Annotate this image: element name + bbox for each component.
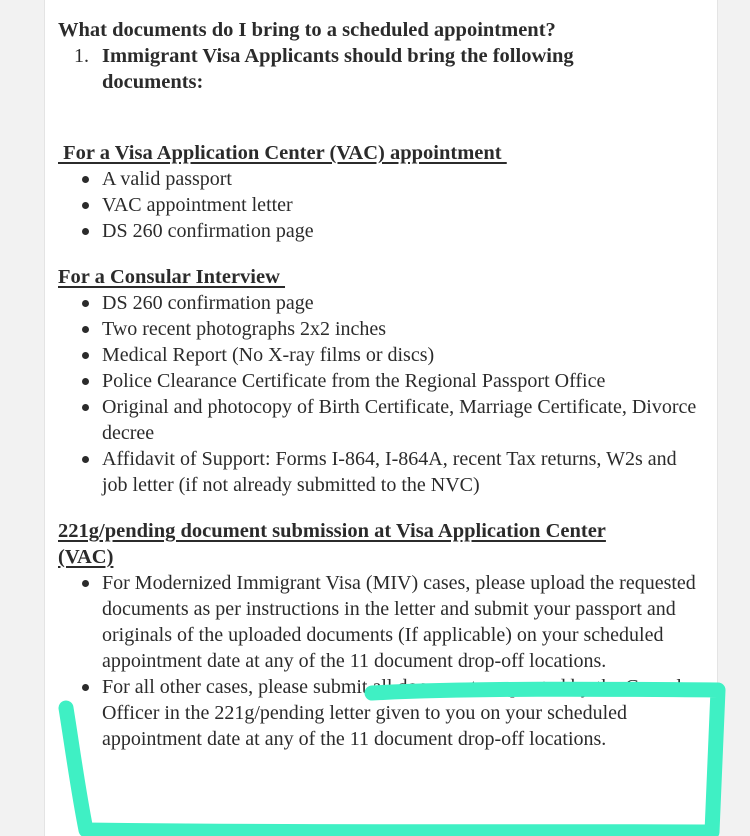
list-item: Medical Report (No X-ray films or discs) xyxy=(58,342,698,368)
pending-submission-heading: 221g/pending document submission at Visa Application Center (VAC) xyxy=(58,520,606,568)
pending-document-list xyxy=(58,570,698,752)
consular-interview-heading: For a Consular Interview xyxy=(58,266,286,288)
list-item: Affidavit of Support: Forms I-864, I-864A, recent Tax returns, W2s and job letter (if not already submitted to the NVC) xyxy=(58,446,698,498)
list-item: Two recent photographs 2x2 inches xyxy=(58,316,698,342)
list-item: DS 260 confirmation page xyxy=(58,290,698,316)
consular-document-list xyxy=(58,290,698,498)
list-item: For all other cases, please submit all documents requested by the Consular Officer in the 221g/pending letter given to you on your scheduled appointment date at any of the 11 document drop-off locations. xyxy=(58,674,698,752)
list-item: Original and photocopy of Birth Certificate, Marriage Certificate, Divorce decree xyxy=(58,394,698,446)
list-item: DS 260 confirmation page xyxy=(58,218,698,244)
question-title: What documents do I bring to a scheduled appointment? xyxy=(58,19,556,41)
list-item: VAC appointment letter xyxy=(58,192,698,218)
list-item-text: Immigrant Visa Applicants should bring the following documents: xyxy=(102,45,574,93)
vac-appointment-heading: For a Visa Application Center (VAC) appointment xyxy=(58,142,507,164)
vac-document-list xyxy=(58,166,698,244)
list-item: For Modernized Immigrant Visa (MIV) cases, please upload the requested documents as per instructions in the letter and submit your passport and originals of the uploaded documents (If applicable) on your scheduled appointment date at any of the 11 document drop-off locations. xyxy=(58,570,698,674)
list-item: Police Clearance Certificate from the Regional Passport Office xyxy=(58,368,698,394)
list-number: 1. xyxy=(74,45,89,67)
list-item: A valid passport xyxy=(58,166,698,192)
